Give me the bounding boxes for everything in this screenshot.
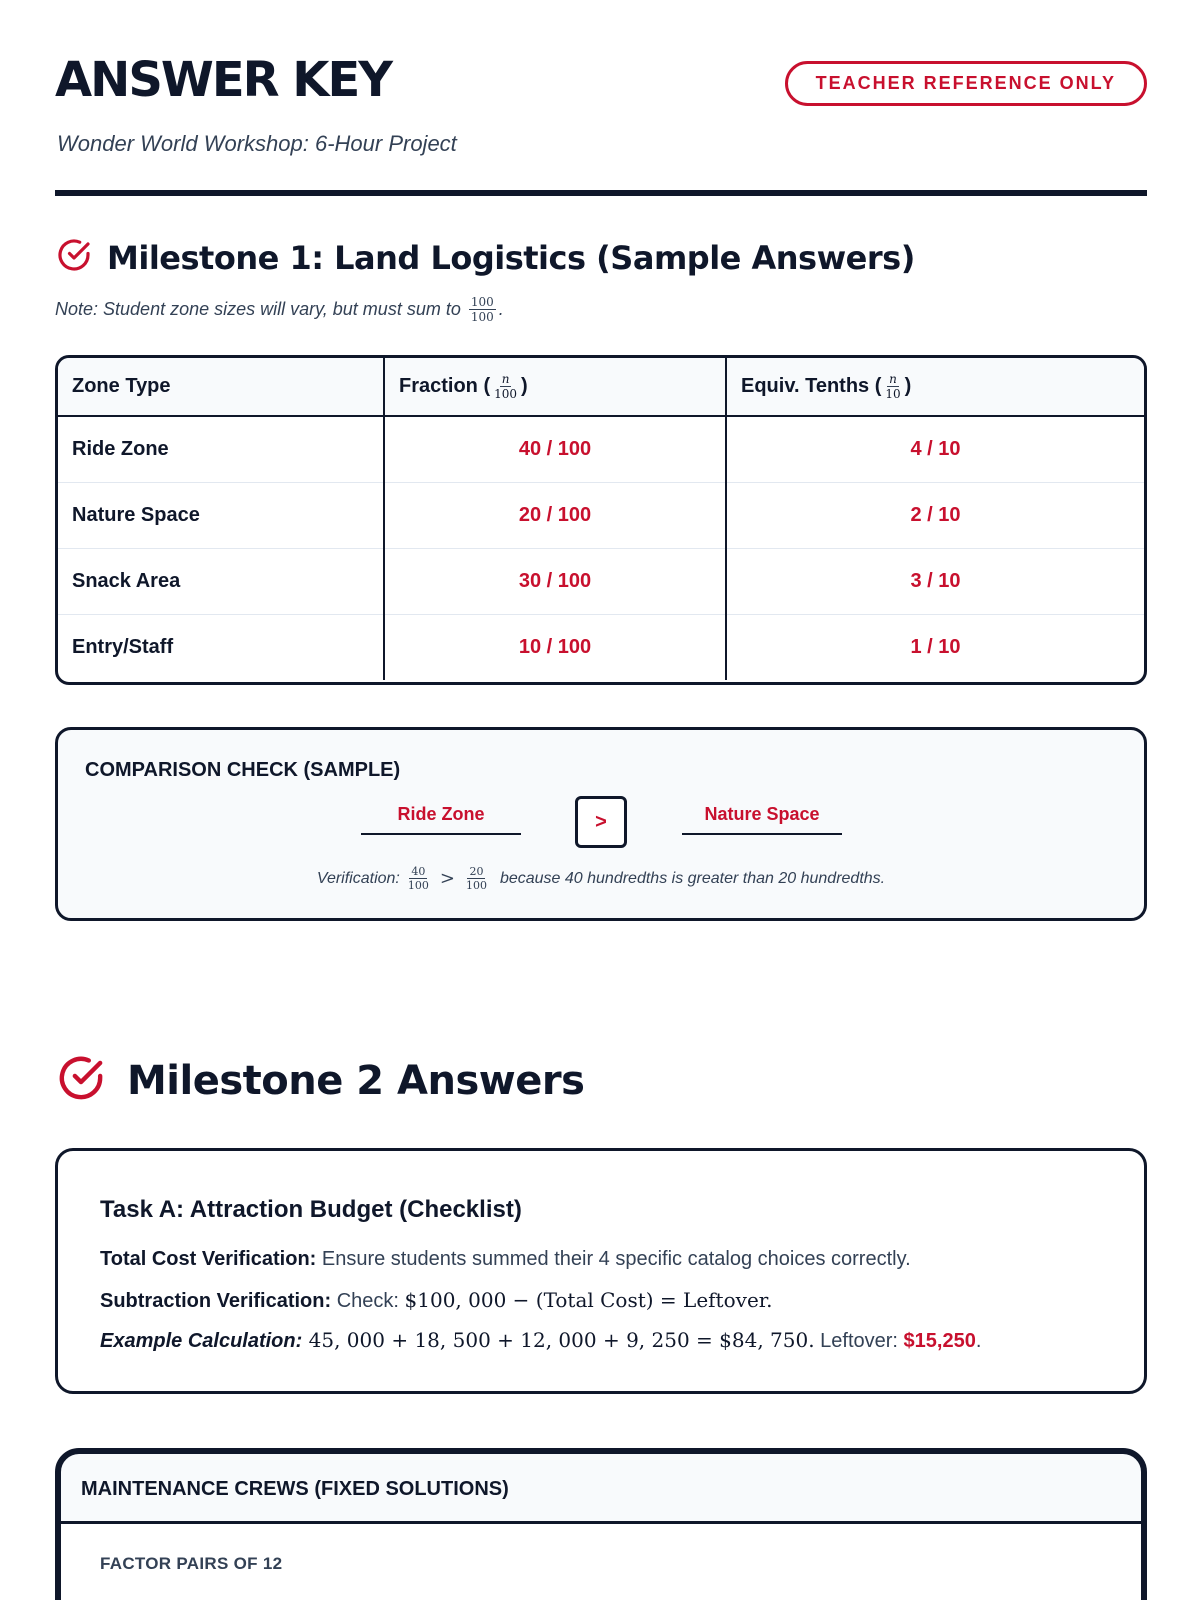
note-text: Note: Student zone sizes will vary, but must sum to	[55, 299, 461, 319]
fraction-cell: 10 / 100	[384, 614, 726, 680]
zone-cell: Entry/Staff	[58, 614, 384, 680]
verification-right-fraction	[464, 866, 489, 891]
page-subtitle: Wonder World Workshop: 6-Hour Project	[57, 131, 457, 156]
page-title: ANSWER KEY	[55, 52, 392, 108]
milestone-2-title: Milestone 2 Answers	[127, 1057, 585, 1104]
note-fraction-denominator: 100	[470, 310, 494, 324]
column-header-fraction	[384, 358, 726, 416]
milestone-1-heading	[55, 236, 915, 279]
verification-right-num: 20	[469, 865, 484, 878]
milestone-1-title: Milestone 1: Land Logistics (Sample Answers)	[107, 238, 915, 277]
verification-left-num: 40	[411, 865, 426, 878]
check-circle-icon	[55, 1052, 107, 1109]
tenths-header-frac	[883, 373, 902, 400]
tenths-cell: 3 / 10	[726, 548, 1144, 614]
check-circle-icon	[55, 236, 93, 279]
comparison-verification	[58, 866, 1144, 891]
tenths-cell: 2 / 10	[726, 482, 1144, 548]
total-cost-label: Total Cost Verification:	[100, 1248, 317, 1270]
teacher-reference-badge: TEACHER REFERENCE ONLY	[785, 61, 1147, 106]
zone-size-note	[55, 296, 504, 323]
note-fraction	[469, 296, 496, 323]
verification-left-fraction	[406, 866, 431, 891]
table-row	[58, 482, 1144, 548]
task-a-card	[55, 1148, 1147, 1394]
zone-cell: Snack Area	[58, 548, 384, 614]
note-fraction-numerator: 100	[470, 295, 494, 309]
task-a-title: Task A: Attraction Budget (Checklist)	[100, 1196, 522, 1223]
example-end: .	[975, 1330, 982, 1352]
table-row	[58, 614, 1144, 680]
fraction-header-num: n	[501, 372, 510, 386]
verification-right-den: 100	[465, 879, 487, 892]
example-formula: 45, 000 + 18, 500 + 12, 000 + 9, 250 = $84, 750.	[302, 1328, 815, 1352]
table-header-row	[58, 358, 1144, 416]
fraction-cell: 20 / 100	[384, 482, 726, 548]
tenths-cell: 1 / 10	[726, 614, 1144, 680]
comparison-operator-box: >	[575, 796, 627, 848]
table-row	[58, 548, 1144, 614]
subtraction-formula: $100, 000 − (Total Cost) = Leftover.	[404, 1288, 773, 1312]
maintenance-crews-card	[55, 1448, 1147, 1600]
column-header-zone: Zone Type	[58, 358, 384, 416]
tenths-header-label: Equiv. Tenths (	[741, 374, 882, 397]
zone-cell: Nature Space	[58, 482, 384, 548]
maintenance-title: MAINTENANCE CREWS (FIXED SOLUTIONS)	[61, 1454, 1141, 1524]
fraction-cell: 30 / 100	[384, 548, 726, 614]
maintenance-body	[61, 1524, 1141, 1600]
verification-operator: >	[439, 868, 455, 889]
comparison-left-blank: Ride Zone	[361, 797, 521, 835]
example-line	[100, 1328, 981, 1353]
tenths-header-den: 10	[885, 387, 901, 401]
subtraction-text: Check:	[331, 1290, 405, 1312]
verification-left-den: 100	[407, 879, 429, 892]
subtraction-line	[100, 1288, 773, 1313]
table-row	[58, 416, 1144, 482]
tenths-cell: 4 / 10	[910, 437, 961, 460]
answer-key-page	[55, 0, 1147, 1573]
factor-pairs-label: FACTOR PAIRS OF 12	[100, 1554, 283, 1573]
zone-cell: Ride Zone	[58, 416, 384, 482]
comparison-title: COMPARISON CHECK (SAMPLE)	[85, 759, 401, 781]
tenths-header-close: )	[904, 374, 912, 397]
leftover-value: $15,250	[903, 1330, 976, 1352]
fraction-header-frac	[492, 373, 519, 400]
comparison-check-box	[55, 727, 1147, 921]
note-suffix: .	[498, 299, 504, 319]
fraction-header-label: Fraction (	[399, 374, 491, 397]
fraction-header-close: )	[521, 374, 528, 397]
tenths-header-num: n	[889, 372, 897, 386]
verification-label: Verification:	[316, 869, 400, 887]
page-header	[55, 0, 1147, 196]
example-label: Example Calculation:	[100, 1330, 303, 1352]
total-cost-text: Ensure students summed their 4 specific catalog choices correctly.	[316, 1248, 911, 1270]
comparison-right-blank: Nature Space	[682, 797, 842, 835]
fraction-header-den: 100	[494, 387, 518, 401]
total-cost-line	[100, 1248, 911, 1271]
milestone-2-heading	[55, 1052, 584, 1109]
land-logistics-table	[55, 355, 1147, 685]
fraction-cell: 40 / 100	[384, 416, 726, 482]
subtraction-label: Subtraction Verification:	[100, 1290, 332, 1312]
column-header-tenths	[726, 358, 1144, 416]
verification-text: because 40 hundredths is greater than 20 hundredths.	[499, 869, 886, 887]
leftover-label: Leftover:	[814, 1330, 904, 1352]
